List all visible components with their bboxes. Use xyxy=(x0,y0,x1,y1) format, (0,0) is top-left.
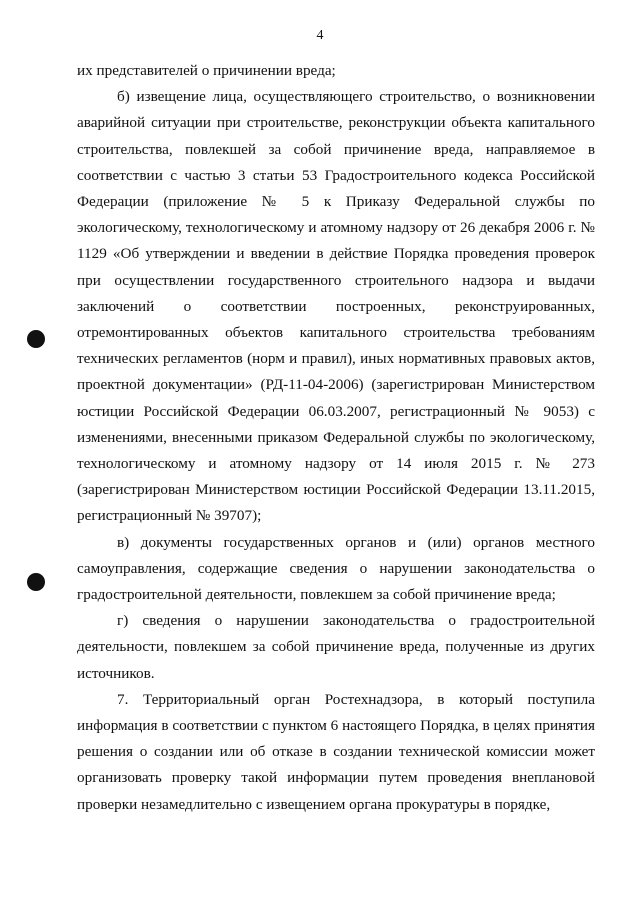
paragraph-7: 7. Территориальный орган Ростехнадзора, в который поступила информация в соответствии с пунктом 6 настоящего Порядка, в целях принятия решения о создании или об отказе в создании технической комиссии может организовать проверку такой информации путем проведения внеплановой проверки незамедлительно с извещением органа прокуратуры в порядке, xyxy=(77,690,595,813)
paragraph-v: в) документы государственных органов и (или) органов местного самоуправления, содержащие сведения о нарушении законодательства о градостроительной деятельности, повлекшем за собой причинение вреда; xyxy=(77,533,595,604)
paragraph-continuation: их представителей о причинении вреда; xyxy=(77,62,336,79)
paragraph-g: г) сведения о нарушении законодательства о градостроительной деятельности, повлекшем за собой причинение вреда, полученные из других источников. xyxy=(77,612,595,682)
document-body xyxy=(77,58,595,818)
punch-hole-bottom xyxy=(27,573,45,591)
paragraph-b: б) извещение лица, осуществляющего строительство, о возникновении аварийной ситуации при строительстве, реконструкции объекта капитального строительства, повлекшей за собой причинение вреда, направляемое в соответствии с частью 3 статьи 53 Градостроительного кодекса Российской Федерации (приложение № 5 к Приказу Федеральной службы по экологическому, технологическому и атомному надзору от 26 декабря 2006 г. № 1129 «Об утверждении и введении в действие Порядка проведения проверок при осуществлении государственного строительного надзора и выдачи заключений о соответствии построенных, реконструированных, отремонтированных объектов капитального строительства требованиям технических регламентов (норм и правил), иных нормативных правовых актов, проектной документации» (РД-11-04-2006) (зарегистрирован Министерством юстиции Российской Федерации 06.03.2007, регистрационный № 9053) с изменениями, внесенными приказом Федеральной службы по экологическому, технологическому и атомному надзору от 14 июля 2015 г. № 273 (зарегистрирован Министерством юстиции Российской Федерации 13.11.2015, регистрационный № 39707); xyxy=(77,88,595,525)
punch-hole-top xyxy=(27,330,45,348)
page-number: 4 xyxy=(316,28,324,43)
